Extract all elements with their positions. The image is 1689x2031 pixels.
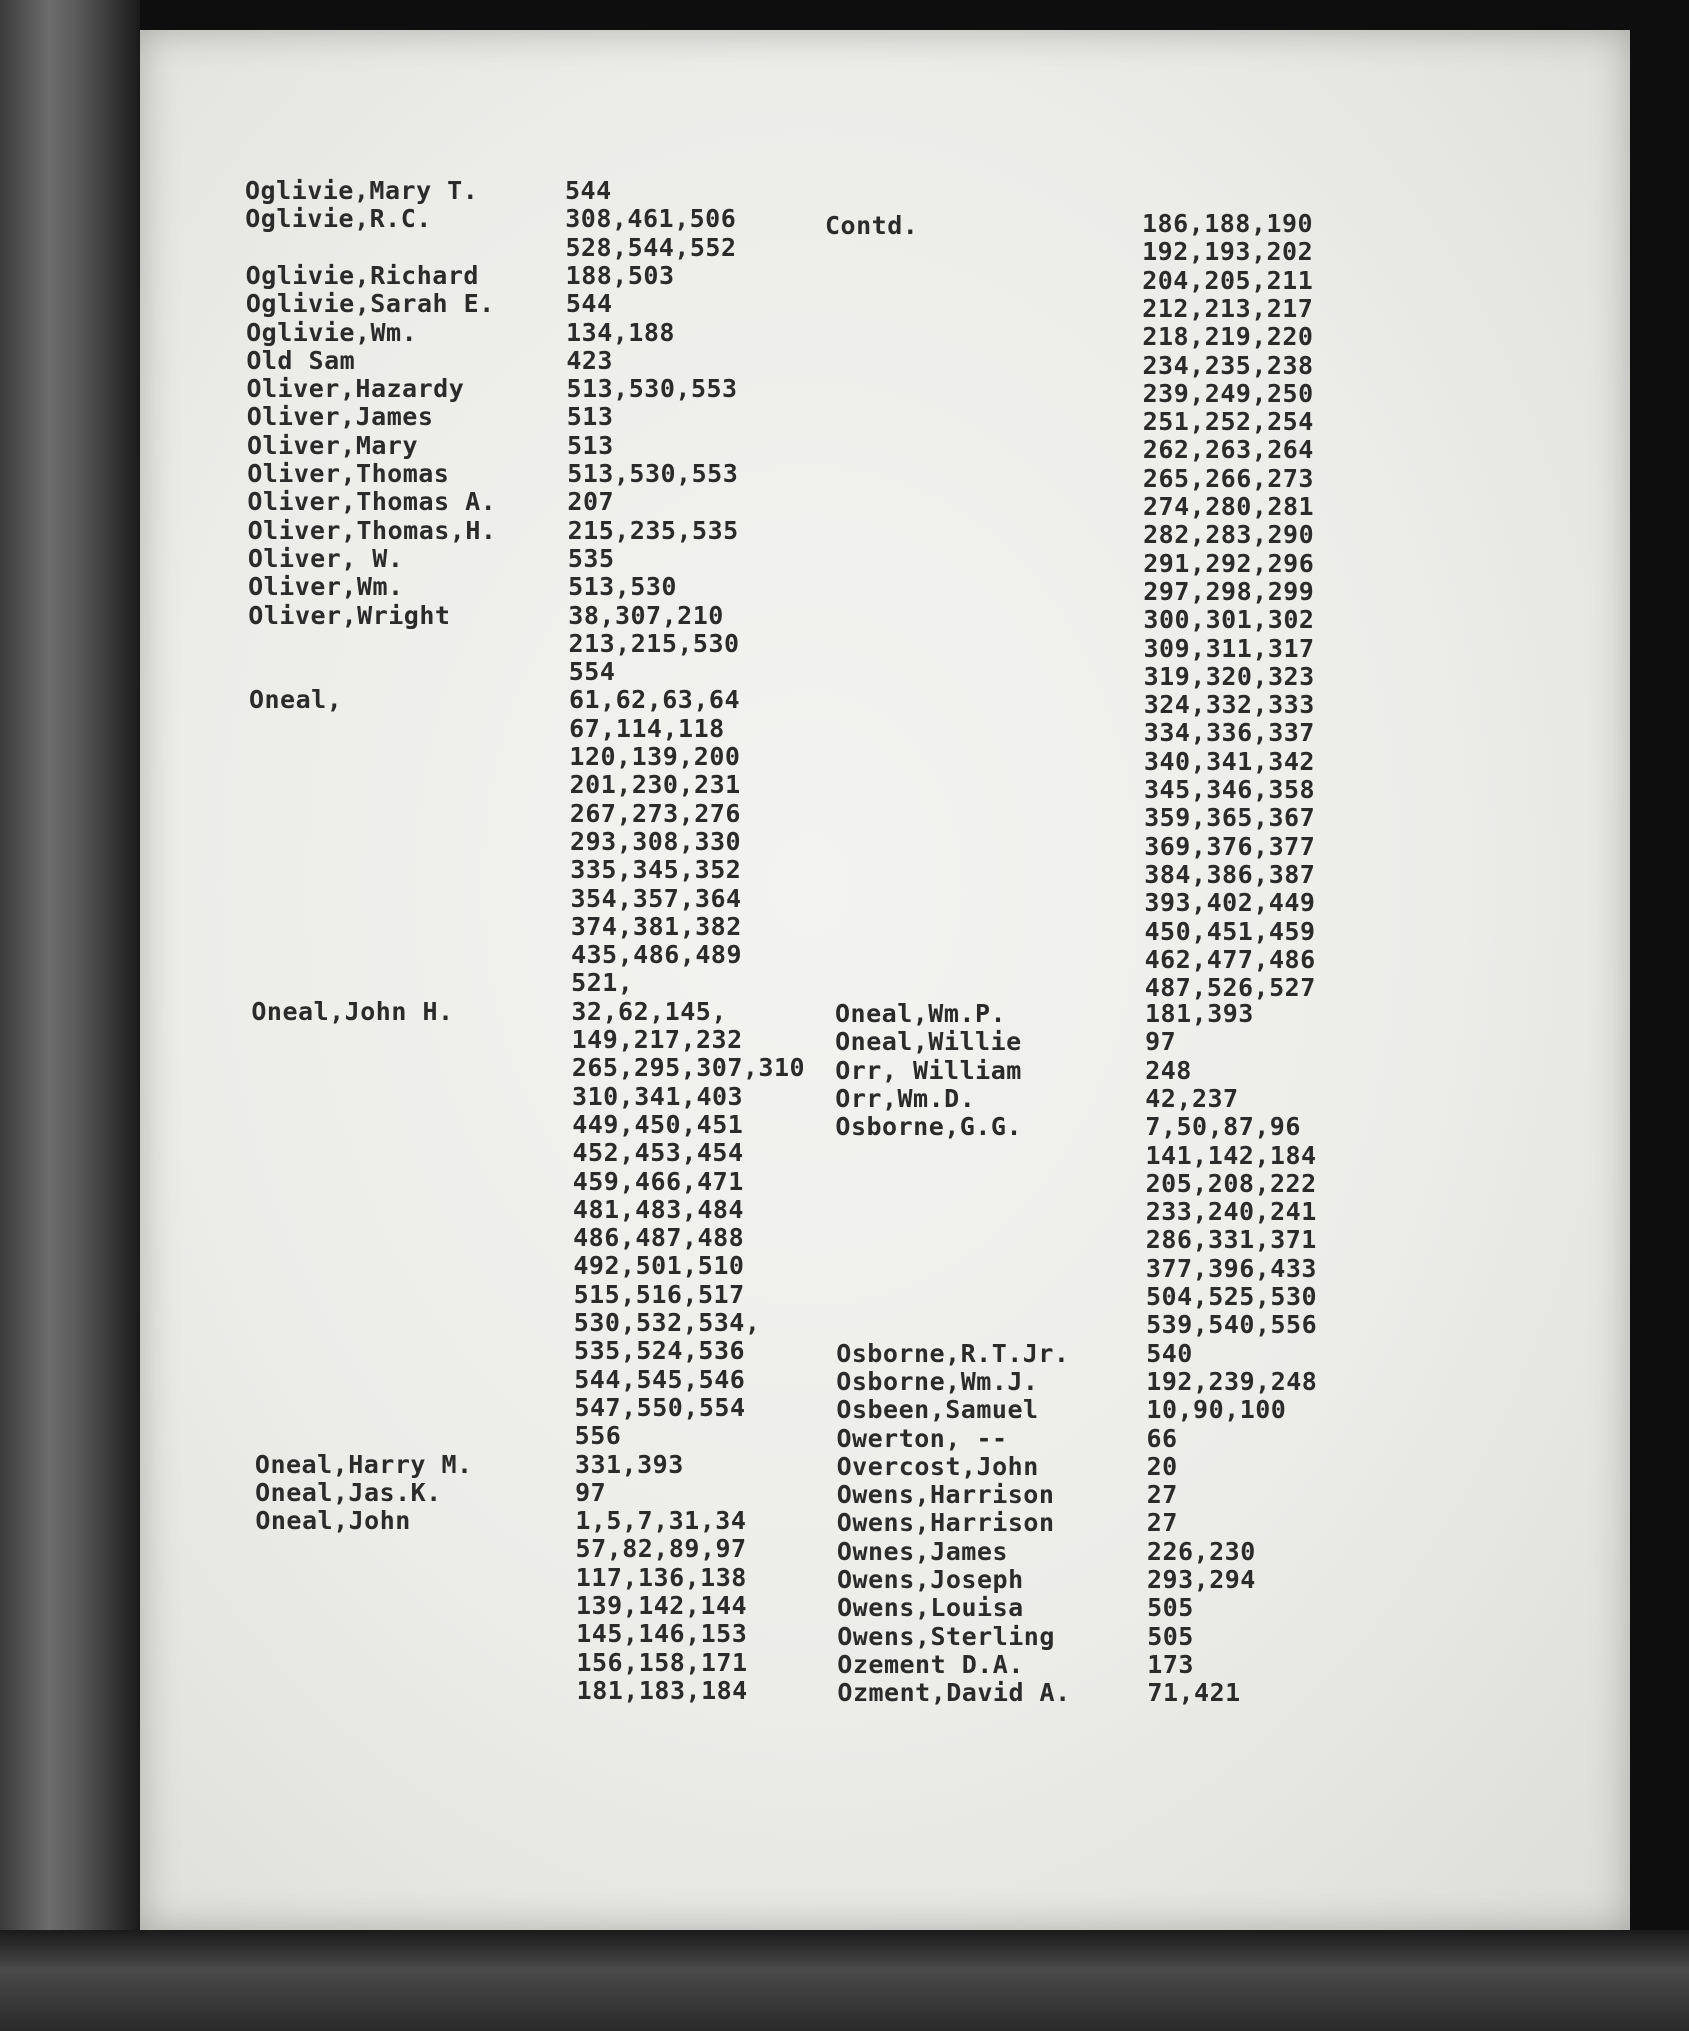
index-entry-pages: 188,503 — [565, 260, 675, 290]
index-entry-pages: 487,526,527 — [1144, 973, 1316, 1003]
index-entry-name: Ozment,David A. — [837, 1678, 1071, 1708]
index-entry-pages: 450,451,459 — [1144, 916, 1316, 946]
index-entry-pages: 67,114,118 — [569, 713, 725, 743]
index-entry-name: Oliver,Thomas — [247, 459, 450, 488]
index-entry-pages: 513,530,553 — [567, 459, 739, 488]
index-entry-pages: 554 — [568, 657, 616, 687]
index-entry-pages: 486,487,488 — [573, 1223, 745, 1253]
index-entry-pages: 369,376,377 — [1144, 831, 1316, 861]
index-entry-pages: 423 — [566, 345, 613, 375]
index-entry-pages: 462,477,486 — [1144, 944, 1316, 974]
index-entry-pages: 282,283,290 — [1143, 520, 1315, 550]
index-entry-pages: 181,183,184 — [576, 1675, 748, 1705]
index-entry-pages: 213,215,530 — [568, 628, 740, 658]
index-entry-pages: 481,483,484 — [572, 1194, 744, 1224]
index-entry-pages: 149,217,232 — [571, 1025, 743, 1054]
index-entry-pages: 308,461,506 — [565, 204, 737, 234]
index-entry-name: Oliver,Mary — [246, 430, 419, 460]
index-entry-pages: 459,466,471 — [572, 1166, 744, 1196]
index-entry-pages: 234,235,238 — [1142, 350, 1314, 380]
index-entry-name: Oglivie,Richard — [245, 260, 479, 290]
index-entry-pages: 251,252,254 — [1142, 407, 1314, 437]
index-entry-pages: 374,381,382 — [570, 911, 742, 941]
index-entry-pages: 334,336,337 — [1143, 718, 1315, 748]
index-entry-pages: 134,188 — [566, 317, 675, 347]
index-entry-name: Oneal,Jas.K. — [255, 1477, 442, 1507]
index-entry-pages: 27 — [1146, 1480, 1178, 1510]
index-entry-pages: 61,62,63,64 — [568, 685, 741, 715]
index-entry-name: Orr, William — [835, 1055, 1022, 1085]
index-entry-name: Oliver,Wm. — [248, 572, 404, 602]
index-entry-name: Owens,Louisa — [837, 1593, 1024, 1623]
index-entry-name: Oneal,Wm.P. — [835, 999, 1007, 1028]
index-entry-name: Oglivie,Mary T. — [245, 176, 479, 205]
index-entry-pages: 265,266,273 — [1142, 463, 1314, 493]
index-entry-pages: 212,213,217 — [1142, 293, 1314, 323]
index-entry-pages: 233,240,241 — [1145, 1197, 1317, 1227]
index-entry-pages: 274,280,281 — [1143, 492, 1315, 521]
index-entry-name: Oglivie,R.C. — [245, 204, 432, 234]
index-entry-name: Oneal, — [248, 685, 343, 715]
index-entry-pages: 291,292,296 — [1143, 548, 1315, 578]
index-entry-pages: 513 — [566, 430, 614, 460]
index-entry-pages: 267,273,276 — [569, 798, 741, 828]
index-entry-pages: 309,311,317 — [1143, 633, 1315, 663]
index-entry-pages: 192,239,248 — [1146, 1366, 1318, 1396]
index-entry-pages: 297,298,299 — [1143, 576, 1315, 606]
index-entry-name: Oglivie,Sarah E. — [245, 289, 495, 319]
index-entry-pages: 207 — [567, 487, 615, 517]
index-entry-pages: 505 — [1147, 1593, 1194, 1623]
index-entry-pages: 205,208,222 — [1145, 1168, 1317, 1198]
index-entry-name: Osbeen,Samuel — [836, 1395, 1039, 1425]
index-entry-name: Oliver,Thomas A. — [247, 487, 497, 517]
index-entry-name: Osborne,G.G. — [835, 1112, 1023, 1142]
index-entry-pages: 513,530,553 — [566, 374, 738, 404]
index-entry-pages: 377,396,433 — [1145, 1253, 1317, 1283]
index-entry-pages: 27 — [1146, 1508, 1178, 1538]
index-entry-pages: 359,365,367 — [1144, 803, 1316, 833]
index-entry-pages: 544 — [565, 176, 612, 205]
index-entry-pages: 354,357,364 — [570, 883, 742, 913]
index-entry-name: Ozement D.A. — [837, 1649, 1024, 1679]
contd-label: Contd. — [825, 211, 919, 240]
index-entry-pages: 20 — [1146, 1451, 1178, 1481]
index-entry-name: Owens,Harrison — [836, 1480, 1055, 1510]
index-entry-name: Owens,Harrison — [836, 1508, 1055, 1538]
index-entry-pages: 556 — [574, 1421, 622, 1451]
index-entry-pages: 449,450,451 — [572, 1109, 744, 1139]
index-entry-pages: 544 — [565, 289, 613, 319]
index-entry-name: Orr,Wm.D. — [835, 1083, 976, 1113]
index-entry-pages: 384,386,387 — [1144, 859, 1316, 889]
index-entry-pages: 544,545,546 — [574, 1364, 746, 1394]
index-entry-pages: 345,346,358 — [1144, 775, 1316, 804]
index-entry-pages: 505 — [1147, 1621, 1194, 1651]
index-entry-pages: 530,532,534, — [573, 1308, 761, 1337]
index-entry-pages: 513 — [566, 402, 614, 432]
index-entry-pages: 7,50,87,96 — [1145, 1112, 1301, 1142]
index-entry-name: Oliver, W. — [247, 543, 404, 573]
index-entry-pages: 539,540,556 — [1146, 1310, 1318, 1340]
index-entry-name: Old Sam — [246, 345, 356, 375]
index-page — [140, 30, 1630, 1930]
index-entry-pages: 181,393 — [1145, 999, 1254, 1028]
index-entry-pages: 504,525,530 — [1146, 1282, 1318, 1311]
index-entry-pages: 265,295,307,310 — [571, 1053, 806, 1083]
index-entry-pages: 66 — [1146, 1423, 1178, 1453]
index-entry-name: Oliver,Thomas,H. — [247, 515, 497, 545]
index-entry-pages: 97 — [575, 1477, 607, 1507]
index-entry-pages: 248 — [1145, 1055, 1192, 1085]
index-entry-pages: 139,142,144 — [576, 1591, 748, 1620]
index-entry-pages: 331,393 — [574, 1449, 684, 1479]
index-entry-name: Owens,Sterling — [837, 1621, 1055, 1651]
index-entry-pages: 293,294 — [1147, 1565, 1256, 1594]
index-entry-pages: 32,62,145, — [571, 996, 727, 1026]
index-entry-pages: 42,237 — [1145, 1083, 1239, 1113]
index-entry-pages: 262,263,264 — [1142, 435, 1314, 465]
index-entry-name: Osborne,Wm.J. — [836, 1366, 1039, 1396]
index-entry-pages: 120,139,200 — [569, 742, 741, 771]
index-entry-pages: 173 — [1147, 1649, 1194, 1679]
index-entry-name: Oneal,John H. — [251, 996, 454, 1026]
index-entry-pages: 293,308,330 — [570, 826, 742, 856]
index-entry-name: Oliver,James — [246, 402, 434, 432]
index-entry-pages: 215,235,535 — [567, 515, 739, 545]
index-entry-pages: 97 — [1145, 1027, 1177, 1057]
index-entry-pages: 319,320,323 — [1143, 661, 1315, 691]
index-entry-pages: 547,550,554 — [574, 1392, 746, 1422]
index-entry-name: Oneal,John — [255, 1506, 411, 1536]
index-entry-pages: 515,516,517 — [573, 1279, 745, 1309]
index-entry-pages: 201,230,231 — [569, 770, 741, 800]
index-entry-pages: 156,158,171 — [576, 1647, 748, 1677]
index-entry-pages: 521, — [571, 968, 634, 998]
index-entry-name: Oliver,Hazardy — [246, 374, 465, 404]
index-entry-name: Oglivie,Wm. — [246, 317, 418, 347]
index-entry-pages: 71,421 — [1147, 1678, 1241, 1708]
index-entry-name: Ownes,James — [836, 1536, 1008, 1566]
binder-edge-left — [0, 0, 140, 2031]
index-entry-pages: 540 — [1146, 1338, 1193, 1368]
index-entry-pages: 226,230 — [1146, 1536, 1256, 1566]
index-entry-name: Osborne,R.T.Jr. — [836, 1338, 1070, 1368]
index-entry-name: Owerton, -- — [836, 1423, 1008, 1453]
index-entry-pages: 117,136,138 — [575, 1562, 747, 1592]
index-entry-pages: 204,205,211 — [1142, 265, 1314, 295]
index-entry-pages: 535 — [567, 543, 615, 573]
index-entry-pages: 300,301,302 — [1143, 605, 1315, 635]
index-entry-pages: 38,307,210 — [568, 600, 724, 630]
index-entry-pages: 393,402,449 — [1144, 888, 1316, 918]
index-entry-pages: 335,345,352 — [570, 855, 742, 885]
index-entry-pages: 513,530 — [568, 572, 677, 602]
index-entry-name: Oneal,Willie — [835, 1027, 1022, 1057]
index-entry-name: Oliver,Wright — [248, 600, 451, 630]
index-entry-pages: 435,486,489 — [570, 940, 743, 970]
index-entry-name: Overcost,John — [836, 1451, 1039, 1481]
index-entry-pages: 218,219,220 — [1142, 322, 1314, 352]
index-entry-pages: 535,524,536 — [574, 1336, 746, 1366]
index-entry-pages: 186,188,190 — [1142, 209, 1314, 238]
index-entry-pages: 286,331,371 — [1145, 1225, 1317, 1255]
index-entry-pages: 145,146,153 — [576, 1619, 748, 1649]
binder-edge-bottom — [0, 1930, 1689, 2031]
index-entry-pages: 57,82,89,97 — [575, 1534, 747, 1564]
index-entry-name: Oneal,Harry M. — [254, 1449, 473, 1479]
index-entry-pages: 528,544,552 — [565, 232, 737, 262]
index-entry-pages: 192,193,202 — [1142, 237, 1314, 267]
index-entry-pages: 492,501,510 — [573, 1251, 745, 1281]
index-entry-pages: 452,453,454 — [572, 1138, 744, 1168]
index-entry-pages: 10,90,100 — [1146, 1395, 1287, 1425]
index-entry-pages: 340,341,342 — [1143, 746, 1315, 776]
index-entry-name: Owens,Joseph — [837, 1565, 1024, 1594]
index-entry-pages: 1,5,7,31,34 — [575, 1506, 747, 1536]
index-entry-pages: 141,142,184 — [1145, 1140, 1317, 1170]
index-entry-pages: 310,341,403 — [572, 1081, 744, 1111]
index-entry-pages: 239,249,250 — [1142, 378, 1314, 408]
index-entry-pages: 324,332,333 — [1143, 690, 1315, 720]
